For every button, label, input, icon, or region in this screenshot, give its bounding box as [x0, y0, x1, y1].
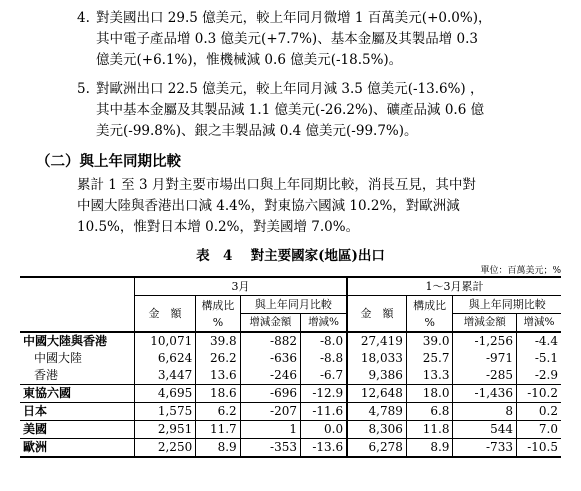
compare-header: 與上年同月比較	[240, 296, 347, 314]
diff-pct-header: 增減%	[516, 314, 561, 333]
row-label: 美國	[20, 421, 134, 439]
text-line: 億美元(+6.1%)，惟機械減 0.6 億美元(-18.5%)。	[96, 52, 403, 68]
cell-c-share: 13.3	[406, 367, 453, 385]
share-header-line: %	[424, 315, 435, 329]
cell-c-share: 11.8	[406, 421, 453, 439]
cell-c-share: 39.0	[406, 332, 453, 350]
cell-c-pct: -5.1	[516, 350, 561, 367]
list-item-5	[77, 79, 557, 142]
cell-m-amt: 6,624	[134, 350, 195, 367]
unit-note: 單位：百萬美元；%	[480, 266, 561, 276]
share-header	[196, 296, 240, 333]
cell-m-share: 8.9	[196, 439, 240, 458]
cell-c-pct: -10.5	[516, 439, 561, 458]
cell-m-amt: 2,250	[134, 439, 195, 458]
cell-c-pct: 0.2	[516, 403, 561, 421]
cell-m-share: 26.2	[196, 350, 240, 367]
cell-m-pct: -12.9	[301, 385, 348, 403]
cell-c-diff: -733	[453, 439, 517, 458]
cell-m-pct: -13.6	[301, 439, 348, 458]
share-header-line: 構成比	[413, 298, 447, 312]
list-number: 5.	[77, 81, 90, 97]
text-line: 美元(-99.8%)、銀之丰製品減 0.4 億美元(-99.7%)。	[96, 123, 418, 139]
export-table	[20, 276, 561, 458]
section-heading: （二）與上年同期比較	[36, 153, 181, 170]
cell-c-amt: 8,306	[347, 421, 406, 439]
cell-c-share: 6.8	[406, 403, 453, 421]
cell-c-amt: 4,789	[347, 403, 406, 421]
row-label: 歐洲	[20, 439, 134, 458]
cell-m-amt: 3,447	[134, 367, 195, 385]
table-row	[20, 403, 561, 421]
cell-m-pct: -8.0	[301, 332, 348, 350]
cell-m-pct: -8.8	[301, 350, 348, 367]
cell-m-share: 18.6	[196, 385, 240, 403]
cell-m-pct: -11.6	[301, 403, 348, 421]
row-label: 香港	[34, 368, 59, 382]
cell-m-amt: 10,071	[134, 332, 195, 350]
cell-c-diff: -1,436	[453, 385, 517, 403]
row-label: 東協六國	[20, 385, 134, 403]
cell-m-share: 6.2	[196, 403, 240, 421]
table-title: 表 4 對主要國家(地區)出口	[196, 248, 385, 264]
cell-c-amt: 12,648	[347, 385, 406, 403]
text-line: 其中電子產品增 0.3 億美元(+7.7%)、基本金屬及其製品增 0.3	[96, 31, 478, 47]
cell-c-diff: -1,256	[453, 332, 517, 350]
row-label: 日本	[20, 403, 134, 421]
cell-m-share: 13.6	[196, 367, 240, 385]
group-month-header: 3月	[134, 277, 347, 296]
list-number: 4.	[77, 10, 90, 26]
text-line: 其中基本金屬及其製品減 1.1 億美元(-26.2%)、礦產品減 0.6 億	[96, 102, 485, 118]
table-row	[20, 439, 561, 458]
diff-amount-header: 增減金額	[453, 314, 517, 333]
cell-c-diff: 8	[453, 403, 517, 421]
cell-c-diff: 544	[453, 421, 517, 439]
share-header-line: %	[212, 315, 224, 329]
cell-c-share: 25.7	[406, 350, 453, 367]
text-line: 對歐洲出口 22.5 億美元，較上年同月減 3.5 億美元(-13.6%) ，	[96, 81, 484, 97]
cell-m-amt: 4,695	[134, 385, 195, 403]
table-row	[20, 332, 561, 350]
cell-c-amt: 9,386	[347, 367, 406, 385]
cell-m-pct: -6.7	[301, 367, 348, 385]
diff-pct-header: 增減%	[301, 314, 348, 333]
amount-header: 金 額	[347, 296, 406, 333]
row-label: 中國大陸與香港	[20, 332, 134, 350]
cell-m-diff: -636	[240, 350, 300, 367]
cell-c-diff: -971	[453, 350, 517, 367]
amount-header: 金 額	[134, 296, 195, 333]
group-cumulative-header: 1～3月累計	[347, 277, 561, 296]
table-row	[20, 367, 561, 385]
cell-m-amt: 2,951	[134, 421, 195, 439]
cell-m-diff: 1	[240, 421, 300, 439]
row-label: 中國大陸	[34, 351, 83, 365]
table-row	[20, 385, 561, 403]
cell-m-diff: -353	[240, 439, 300, 458]
table-row	[20, 350, 561, 367]
cell-m-amt: 1,575	[134, 403, 195, 421]
text-line: 累計 1 至 3 月對主要市場出口與上年同期比較，消長互見，其中對	[77, 177, 476, 193]
cell-m-diff: -207	[240, 403, 300, 421]
cell-m-diff: -246	[240, 367, 300, 385]
text-line: 10.5%，惟對日本增 0.2%，對美國增 7.0%。	[77, 219, 360, 235]
share-header	[406, 296, 453, 333]
share-header-line: 構成比	[201, 298, 235, 312]
cell-m-pct: 0.0	[301, 421, 348, 439]
summary-paragraph	[77, 175, 557, 238]
cell-c-pct: 7.0	[516, 421, 561, 439]
cell-c-amt: 18,033	[347, 350, 406, 367]
cell-c-pct: -10.2	[516, 385, 561, 403]
cell-c-diff: -285	[453, 367, 517, 385]
cell-c-pct: -4.4	[516, 332, 561, 350]
cell-c-amt: 6,278	[347, 439, 406, 458]
list-item-4	[77, 8, 557, 71]
cell-m-diff: -696	[240, 385, 300, 403]
cell-c-amt: 27,419	[347, 332, 406, 350]
table-row	[20, 421, 561, 439]
cell-c-share: 8.9	[406, 439, 453, 458]
compare-header: 與上年同期比較	[453, 296, 561, 314]
cell-m-share: 39.8	[196, 332, 240, 350]
cell-m-share: 11.7	[196, 421, 240, 439]
cell-c-pct: -2.9	[516, 367, 561, 385]
cell-c-share: 18.0	[406, 385, 453, 403]
diff-amount-header: 增減金額	[240, 314, 300, 333]
text-line: 中國大陸與香港出口減 4.4%，對東協六國減 10.2%，對歐洲減	[77, 198, 460, 214]
label-header	[20, 277, 134, 332]
text-line: 對美國出口 29.5 億美元，較上年同月微增 1 百萬美元(+0.0%)，	[96, 10, 492, 26]
cell-m-diff: -882	[240, 332, 300, 350]
